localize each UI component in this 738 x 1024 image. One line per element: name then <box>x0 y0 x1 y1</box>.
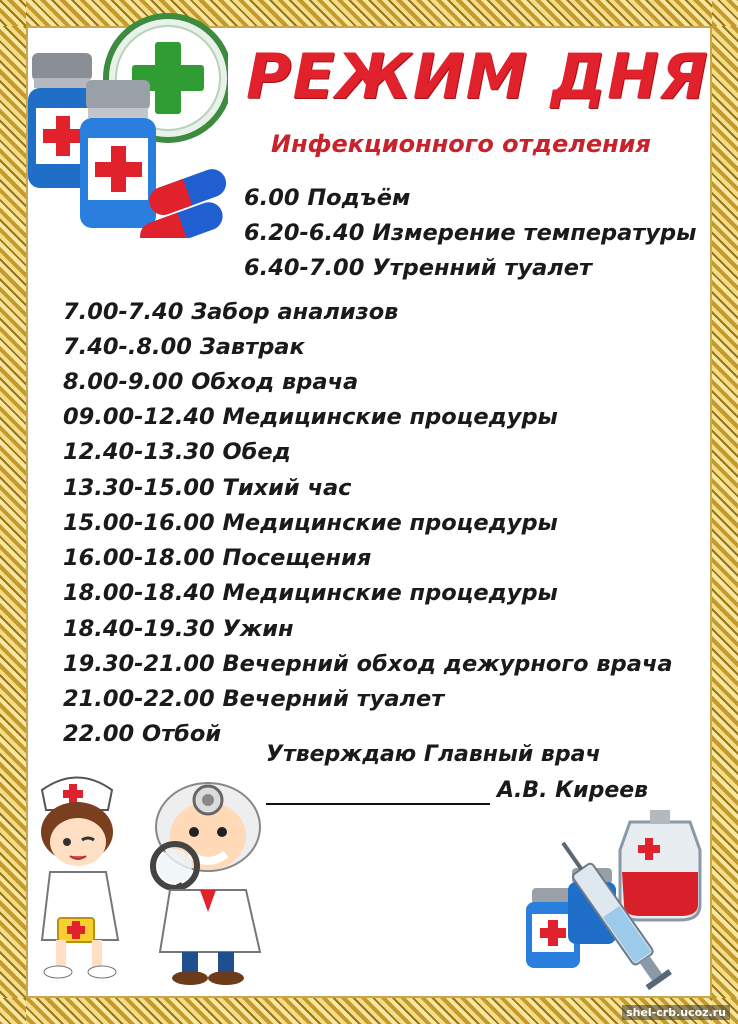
schedule-item: 13.30-15.00 Тихий час <box>63 475 352 501</box>
page-title: РЕЖИМ ДНЯ <box>246 40 709 113</box>
site-watermark: shel-crb.ucoz.ru <box>622 1005 730 1020</box>
schedule-item: 22.00 Отбой <box>63 721 222 747</box>
schedule-item: 21.00-22.00 Вечерний туалет <box>63 686 445 712</box>
schedule-item: 18.40-19.30 Ужин <box>63 616 294 642</box>
signer-name: А.В. Киреев <box>497 778 649 803</box>
schedule-item: 12.40-13.30 Обед <box>63 439 291 465</box>
syringe-icon <box>520 810 710 990</box>
signature-line <box>266 803 490 805</box>
schedule-item: 8.00-9.00 Обход врача <box>63 369 359 395</box>
page-subtitle: Инфекционного отделения <box>271 130 651 158</box>
schedule-item: 15.00-16.00 Медицинские процедуры <box>63 510 558 536</box>
medicine-bottles-icon <box>28 8 228 238</box>
nurse-cartoon <box>22 770 142 985</box>
schedule-item: 7.00-7.40 Забор анализов <box>63 299 399 325</box>
schedule-item: 6.00 Подъём <box>244 185 411 211</box>
schedule-item: 09.00-12.40 Медицинские процедуры <box>63 404 558 430</box>
blood-bag-icon <box>620 810 700 920</box>
schedule-item: 6.40-7.00 Утренний туалет <box>244 255 593 281</box>
schedule-item: 18.00-18.40 Медицинские процедуры <box>63 580 558 606</box>
schedule-item: 16.00-18.00 Посещения <box>63 545 372 571</box>
schedule-item: 6.20-6.40 Измерение температуры <box>244 220 697 246</box>
doctor-cartoon <box>130 772 280 987</box>
approval-label: Утверждаю Главный врач <box>266 742 601 767</box>
schedule-item: 19.30-21.00 Вечерний обход дежурного врача <box>63 651 673 677</box>
schedule-item: 7.40-.8.00 Завтрак <box>63 334 305 360</box>
